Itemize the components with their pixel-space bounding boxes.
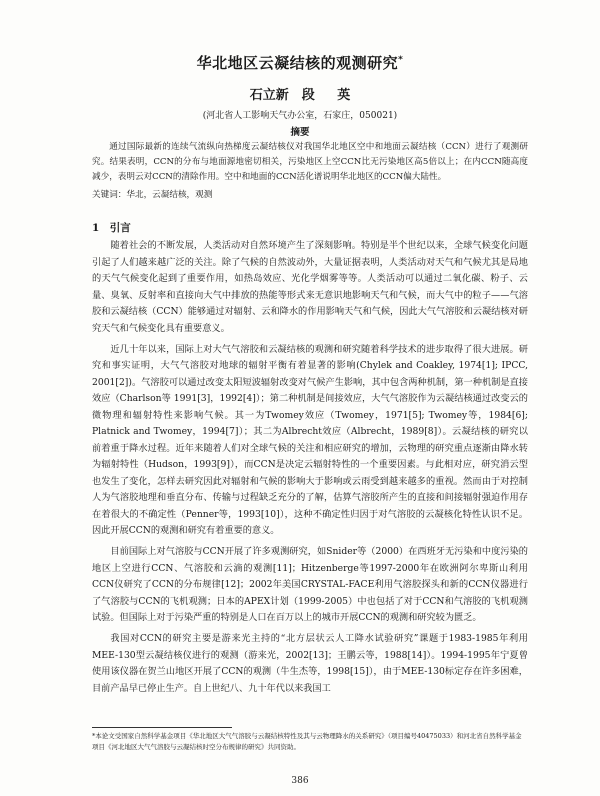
- paper-title: [0, 52, 600, 73]
- body-paragraph: 近几十年以来，国际上对大气气溶胶和云凝结核的观测和研究随着科学技术的进步取得了很大进展。研究和事实证明，大气气溶胶对地球的辐射平衡有着显著的影响(Chylek and Coakley, 1974[1]; IPCC, 2001[2])。气溶胶可以通过改变太阳短波辐射改变对气候产生影响，其中包含两种机制，第一种机制是直接效应（Charlson等 1991[3]，1992[4]）；第二种机制是间接效应，大气气溶胶作为云凝结核通过改变云的微物理和辐射特性来影响气候。其一为Twomey效应（Twomey，1971[5]; Twomey等，1984[6]; Platnick and Twomey，1994[7]）；其二为Albrecht效应（Albrecht，1989[8]）。云凝结核的研究以前着重于降水过程。近年来随着人们对全球气候的关注和相应研究的增加，云物理的研究重点逐渐由降水转为辐射特性（Hudson，1993[9]），而CCN是决定云辐射特性的一个重要因素。与此相对应，研究消云型也发生了变化，怎样去研究因此对辐射和气候的影响大于影响或云雨受到越来越多的重视。然而由于对控制人为气溶胶地理和垂直分布、传输与过程缺乏充分的了解，估算气溶胶所产生的直接和间接辐射强迫作用存在着很大的不确定性（Penner等，1993[10]），这种不确定性归因于对气溶胶的云凝核化特性认识不足。因此开展CCN的观测和研究有着重要的意义。: [92, 343, 528, 536]
- body-paragraph: 我国对CCN的研究主要是游来光主持的“北方层状云人工降水试验研究”课题于1983-1985年利用MEE-130型云凝结核仪进行的观测（游来光，2002[13]；王鹏云等，1988[14]）。1994-1995年宁夏曾使用该仪器在贺兰山地区开展了CCN的观测（牛生杰等，1998[15]），由于MEE-130标定存在许多困难，目前产品早已停止生产。自上世纪八、九十年代以来我国工: [92, 633, 528, 694]
- abstract-text: 通过国际最新的连续气流纵向热梯度云凝结核仪对我国华北地区空中和地面云凝结核（CCN）进行了观测研究。结果表明，CCN的分布与地面源地密切相关，污染地区上空CCN比无污染地区高5倍以上；在内CCN随高度减少，表明云对CCN的清除作用。空中和地面的CCN活化谱说明华北地区的CCN偏大陆性。: [92, 142, 528, 182]
- abstract-heading: 摘要: [290, 127, 310, 138]
- title-text: 华北地区云凝结核的观测研究: [196, 54, 399, 72]
- funding-footnote: *本论文受国家自然科学基金项目《华北地区大气气溶胶与云凝结核特性及其与云物理降水的关系研究》（项目编号40475033）和河北省自然科学基金项目《河北地区大气气溶胶与云凝结核时空分布规律的研究》共同资助。: [92, 732, 522, 751]
- page-number: 386: [291, 776, 309, 786]
- body-paragraph: 随着社会的不断发展，人类活动对自然环境产生了深刻影响。特别是半个世纪以来，全球气候变化问题引起了人们越来越广泛的关注。除了气候的自然波动外，大量证据表明，人类活动对天气和气候尤其是局地的天气气候变化起到了重要作用，如热岛效应、光化学烟雾等等。人类活动可以通过二氧化碳、粉子、云量、臭氧、反射率和直接向大气中排放的热能等形式来无意识地影响天气和气候，而大气中的粒子——气溶胶和云凝结核（CCN）能够通过对辐射、云和降水的作用影响天气和气候，因此大气气溶胶和云凝结核对研究天气和气候变化具有重要意义。: [92, 240, 528, 334]
- paper-authors: 石立新 段 英: [249, 88, 351, 103]
- section-heading-introduction: 1 引言: [92, 222, 131, 234]
- author-affiliation: (河北省人工影响天气办公室，石家庄，050021): [202, 111, 398, 121]
- title-footnote-mark: *: [398, 55, 404, 65]
- keywords: 关键词：华北，云凝结核，观测: [92, 190, 213, 200]
- footnote-divider: [92, 727, 232, 728]
- body-paragraph: 目前国际上对气溶胶与CCN开展了许多观测研究，如Snider等（2000）在西班牙无污染和中度污染的地区上空进行CCN、气溶胶和云滴的观测[11]；Hitzenberge等1997-2000年在欧洲阿尔卑斯山利用CCN仪研究了CCN的分布规律[12]；2002年美国CRYSTAL-FACE利用气溶胶探头和新的CCN仪器进行了气溶胶与CCN的飞机观测；日本的APEX计划（1999-2005）中也包括了对于CCN和气溶胶的飞机观测试验。但国际上对于污染严重的特别是人口在百万以上的城市开展CCN的观测和研究较为匮乏。: [92, 546, 528, 623]
- body-text: [92, 238, 528, 702]
